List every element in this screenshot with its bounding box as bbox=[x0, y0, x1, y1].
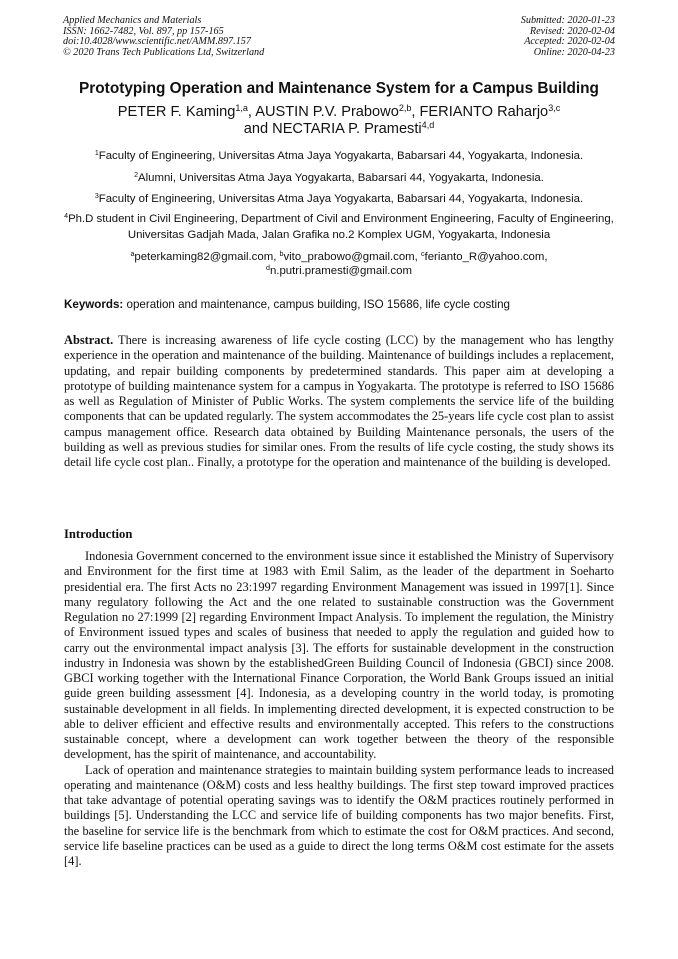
affiliation-text: Faculty of Engineering, Universitas Atma Jaya Yogyakarta, Babarsari 44, Yogyakarta, Indonesia. bbox=[98, 150, 584, 162]
abstract-text: There is increasing awareness of life cycle costing (LCC) by the management who has lengthy experience in the operation and maintenance of the building. Maintenance of buildings includes a replacement, updating, and repair building components by predetermined standards. This paper aim at developing a prototype of building maintenance system for a campus in Yogyakarta. The prototype is referred to ISO 15686 as well as Regulation of Minister of Public Works. The system complements the service life of the building components that can be updated regularly. The system accommodates the 25-years life cycle cost plan to assist campus management office. Research data obtained by Building Maintenance personals, the users of the building as well as previous studies for similar ones. From the results of life cycle costing, the study shows its detail life cycle cost plan.. Finally, a prototype for the operation and maintenance of the building is developed. bbox=[64, 333, 614, 469]
email-line-2 bbox=[40, 264, 638, 278]
keywords-label: Keywords: bbox=[64, 298, 124, 311]
affiliation-4 bbox=[40, 212, 638, 243]
affiliation-2 bbox=[40, 171, 638, 187]
author-3-affiliation-mark: 3,c bbox=[548, 103, 561, 114]
email-a: peterkaming82@gmail.com, bbox=[134, 251, 280, 263]
date-submitted: Submitted: 2020-01-23 bbox=[520, 15, 615, 26]
journal-copyright: © 2020 Trans Tech Publications Ltd, Switzerland bbox=[63, 46, 265, 58]
author-1-affiliation-mark: 1,a bbox=[235, 103, 248, 114]
author-separator: , bbox=[411, 104, 420, 120]
journal-issn: ISSN: 1662-7482, Vol. 897, pp 157-165 bbox=[63, 25, 224, 37]
author-3: FERIANTO Raharjo bbox=[419, 104, 549, 120]
section-heading-introduction: Introduction bbox=[64, 527, 133, 541]
author-list bbox=[40, 104, 638, 138]
author-separator: , bbox=[247, 104, 256, 120]
author-line-2 bbox=[40, 121, 638, 138]
author-1: PETER F. Kaming bbox=[117, 104, 236, 120]
affiliation-mark: 4 bbox=[64, 213, 69, 221]
paragraph: Indonesia Government concerned to the environment issue since it established the Ministry of Supervisory and Environment for the first time at 1983 with Emil Salim, as the leader of the department in Soeharto presidential era. The first Acts no 23:1997 regarding Environment Management was issued in 1997[1]. Since many regulatory following the Act and the one related to sustainable construction was the Government Regulation no 27:1999 [2] regarding Environment Impact Analysis. To implement the regulation, the Ministry of Environment issued types and scales of business that needed to apply the regulation and guided how to carry out the environmental impact analysis [3]. The efforts for sustainable development in the construction industry in Indonesia was shown by the establishedGreen Building Council of Indonesia (GBCI) since 2008. GBCI working together with the International Finance Corporation, the World Bank Groups issued an initial guide green building assessment [4]. Indonesia, as a developing country in the world today, is promoting sustainable development in all fields. In implementing directed development, it is expected construction to be able to deliver efficient and effective results and environmentally accepted. This refers to the constructions sustainable concept, where a development can work together between the theory of the responsible development, has the spirit of maintenance, and accountability. bbox=[64, 549, 614, 762]
author-2: AUSTIN P.V. Prabowo bbox=[255, 104, 399, 120]
affiliation-text: Faculty of Engineering, Universitas Atma Jaya Yogyakarta, Babarsari 44, Yogyakarta, Indonesia. bbox=[98, 193, 584, 205]
date-revised: Revised: 2020-02-04 bbox=[529, 25, 615, 37]
affiliation-text: Alumni, Universitas Atma Jaya Yogyakarta, Babarsari 44, Yogyakarta, Indonesia. bbox=[138, 172, 544, 184]
email-mark: b bbox=[279, 251, 284, 259]
keywords-text: operation and maintenance, campus building, ISO 15686, life cycle costing bbox=[123, 298, 510, 311]
author-4-affiliation-mark: 4,d bbox=[421, 120, 435, 131]
affiliation-mark: 2 bbox=[134, 172, 139, 180]
author-conjunction: and bbox=[243, 121, 273, 137]
abstract bbox=[64, 333, 614, 470]
affiliation-mark: 1 bbox=[94, 150, 99, 158]
email-d: n.putri.pramesti@gmail.com bbox=[269, 265, 412, 278]
author-line-1 bbox=[40, 104, 638, 121]
abstract-label: Abstract. bbox=[64, 333, 114, 347]
date-online: Online: 2020-04-23 bbox=[533, 46, 615, 58]
paragraph: Lack of operation and maintenance strategies to maintain building system performance leads to increased operating and maintenance (O&M) costs and less healthy buildings. The first step toward improved practices that take advantage of potential operating savings was to identify the O&M practices routinely performed in buildings [5]. Understanding the LCC and service life of building components has two major benefits. First, the baseline for service life is the benchmark from which to estimate the cost for O&M practices. And second, service life baseline practices can be used as a guide to direct the long terms O&M cost estimate for the assets [4]. bbox=[64, 762, 614, 868]
email-mark: c bbox=[421, 251, 425, 259]
affiliation-3 bbox=[40, 192, 638, 208]
email-c: ferianto_R@yahoo.com, bbox=[424, 251, 548, 263]
author-emails bbox=[40, 250, 638, 278]
affiliation-1 bbox=[40, 149, 638, 165]
introduction-body bbox=[64, 549, 614, 869]
author-4: NECTARIA P. Pramesti bbox=[272, 121, 422, 137]
email-mark: d bbox=[266, 265, 270, 273]
journal-name: Applied Mechanics and Materials bbox=[63, 15, 202, 26]
keywords bbox=[64, 298, 624, 312]
publication-dates bbox=[521, 16, 615, 58]
paper-title: Prototyping Operation and Maintenance System for a Campus Building bbox=[79, 80, 599, 97]
date-accepted: Accepted: 2020-02-04 bbox=[524, 36, 615, 48]
affiliation-text: Ph.D student in Civil Engineering, Department of Civil and Environment Engineering, Faculty of Engineering, Universitas Gadjah Mada, Jalan Grafika no.2 Komplex UGM, Yogyakarta, Indonesia bbox=[68, 213, 614, 241]
email-mark: a bbox=[130, 251, 135, 259]
email-line-1 bbox=[40, 250, 638, 264]
email-b: vito_prabowo@gmail.com, bbox=[283, 251, 422, 263]
author-2-affiliation-mark: 2,b bbox=[398, 103, 412, 114]
affiliation-mark: 3 bbox=[94, 193, 99, 201]
journal-info bbox=[63, 16, 264, 58]
journal-doi: doi:10.4028/www.scientific.net/AMM.897.157 bbox=[63, 36, 251, 48]
